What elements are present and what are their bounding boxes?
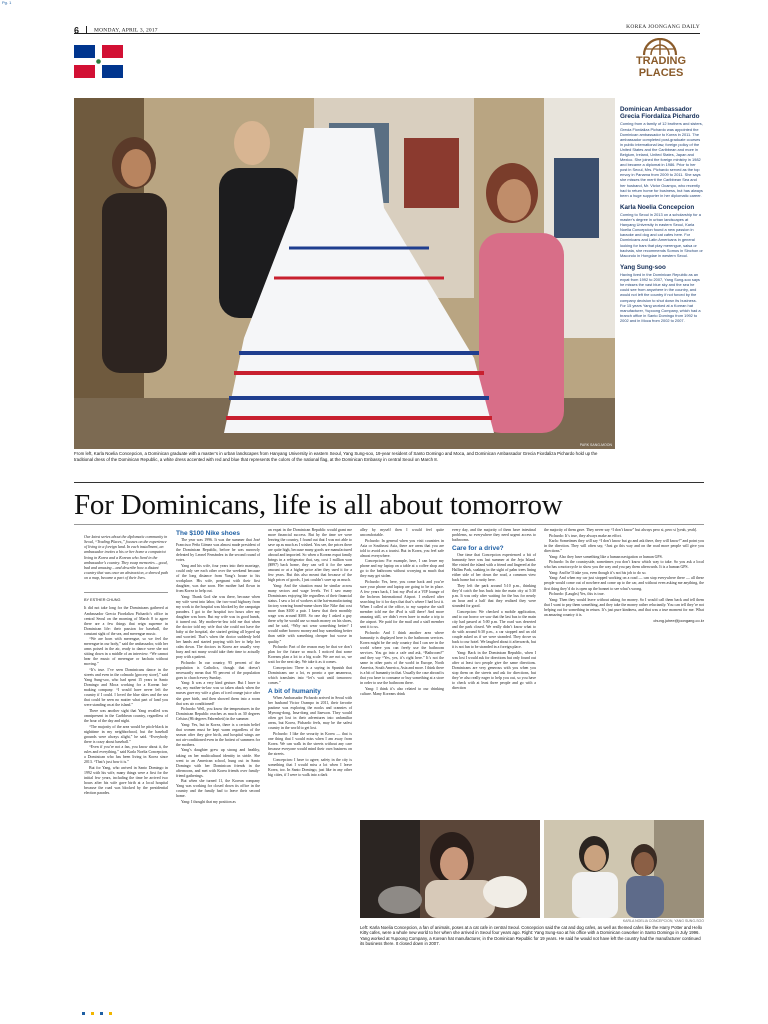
profiles-sidebar: [620, 98, 703, 323]
dominican-flag-icon: [74, 45, 123, 78]
series-intro: Our latest series about the diplomatic community in Seoul, “Trading Places,” focuses on the experience of living in a foreign land. In each installment, an ambassador invites a his or her home a compatriot living in Korea and a Korean who lived in the ambassador’s country. They swap memories – good, bad and amusing – and describe how a distant country that was once an abstraction, a shrewd path on a map, became a part of their lives.: [84, 528, 168, 593]
photo-illustration: [360, 820, 540, 918]
paragraph: Concepcion: I have to agree, safety in the city is something that I would miss a lot when I leave Korea, too. In Santo Domingo, just like in any other big cities, if I were to walk into a dark: [268, 757, 352, 777]
bottom-photos-caption: Left: Karla Noelia Concepcion, a fan of animals, poses at a cat cafe in central Seoul. Concepcion said the cat and dog cafes, as well as themed cafes like the Harry Potter and Hello Kitty cafes, were a whole new world to her when she arrived in Seoul four years ago. Right: Yang Sung-soo at his office with a Dominican coworker in Santo Domingo in July 1996. Yang worked at Yupoong Company, a Korean hat manufacturer, in the Dominican Republic for 19 years. He said he would not have left the country had the manufacturer continued its business there. It closed down in 2007.: [360, 925, 703, 947]
paragraph: Pichardo: And I think another area where humanity is displayed here is the bathroom services. Korea might be the only country that I can see in the world where you can freely use the bathroom services. You go into a cafe and ask, “Bathroom?” and they say “Yes, yes, it’s right here.” It’s not the same in other parts of the world in Europe, North America, South America, Asia and more. I think there is a bit of humanity in that. Usually the case abroad is that you have to consume or buy something at a store in order to use the bathroom there.: [360, 630, 444, 686]
paragraph: Pichardo: It’s true, they always make an effort.: [549, 533, 622, 538]
paragraph: “Even if you’re not a fan, you know about it, the rules and everything,” said Karla Noelia Concepcion, a Dominican who has been living in Korea since 2013. “That’s just how it is.”: [84, 745, 168, 765]
article-column-2: [176, 528, 260, 805]
headline: For Dominicans, life is all about tomorrow: [74, 489, 563, 521]
profile-concepcion: [620, 204, 703, 258]
paragraph: “The majority of the area would be pitch-black in nighttime in my neighborhood, but the baseball grounds were always alight,” he said. “Everybody there is crazy about baseball.”: [84, 724, 168, 744]
paragraph: Yang: I thought that my position as: [181, 799, 236, 804]
headline-rule: [74, 482, 704, 483]
paragraph: Pichardo: Yes, here, you come back and you’re sure your phone and laptop are going to be in place. A few years back, I lost my iPod at a VIP lounge of the Incheon International Airport. I realized after searching for it for days that that’s where I had lost it. When I called at the office, to my surprise the staff member told me the iPod is still there! And more amazing still, we didn’t even have to make a trip to the airport. We paid for the mail and a staff member sent it to us.: [360, 579, 444, 630]
paragraph: Concepcion: We checked a mobile application, and to our horror we saw that the last bus to the main city had passed at 5:00 p.m. The road was deserted and the park closed. We really didn’t know what to do with around 6:30 p.m., a car stopped and an old couple asked us if we were stranded. They drove us back to our hotel. We laughed about it afterwards, but it is not fun to be stranded in a foreign place.: [452, 609, 536, 650]
paragraph: Yang: Also they have something like a human navigation or human GPS.: [549, 554, 663, 559]
paragraph: Karla: Sometimes they will say “I don’t know but go and ask there, they will know!” and point you in the direction. They will often say, “Just go this way and on the road more people will give you directions.”: [544, 539, 704, 554]
paragraph: Pichardo: I like the security in Korea — that is one thing that I would miss when I am away from Korea. We can walk in the streets without any care because everyone would mind their own business on the streets.: [268, 731, 352, 757]
paragraph: Yang: Yes, but in Korea, there is a certain belief that women must be kept warm regardless of the season after they give birth, and hospital wings are not air-conditioned even in the hottest of summers for the mothers.: [176, 722, 260, 747]
profile-yang: [620, 264, 703, 323]
paragraph: The year was 1996. It was the summer that José Francisco Peña Gómez was almost made president of the Dominican Republic, before he was narrowly defeated by Leonel Fernández in the second round of votes.: [176, 538, 260, 563]
paragraph: alley by myself then I would feel quite uncomfortable.: [360, 528, 444, 538]
paragraph: Yang: And he’ll take you, even though it’s not his job to do so.: [549, 570, 647, 575]
paragraph: Yang: Thank God she was there, because when my wife went into labor, the two-road highway from my work to the hospital was blocked by the campaign paraders. I got to the hospital two hours after my daughter was born. But my wife was in good hands, it turned out. My mother-in-law told me that when the doctor told my wife that she could not have the baby at the hospital, she started getting all hyped up and worried. That’s when the doctor suddenly held her hands and started praying with her to help her calm down. The doctors in Korea are usually very busy and not many would take their time to actually pray with a patient.: [176, 594, 260, 660]
main-photo: [74, 98, 615, 449]
photo-illustration: [74, 98, 615, 449]
paragraph: Yang: And the situation must be similar across many sectors and wage levels. Yet I saw many Dominicans enjoying life regardless of their financial status. I saw a lot of workers at the hat-manufacturing factory wearing brand-name shoes like Nike that cost more than $100 a pair. I knew that their monthly wage was around $300. So one day I asked a guy there why he would use so much money on his shoes, and he said, “Why not wear something better? I would rather borrow money and buy something better than settle with something cheaper but worse in quality.”: [268, 584, 352, 644]
paragraph: It did not take long for the Dominicans gathered at Ambassador Grecia Fiordaliza Pichardo’s office in central Seoul on the morning of March 8 to agree there are a few things that reign supreme in Dominican life: their passion for baseball, the constant sight of the sea, and merengue music.: [84, 606, 168, 636]
article-column-6: [544, 528, 704, 623]
byline: BY ESTHER CHUNG: [84, 598, 121, 603]
profile-bio: Having lived in the Dominican Republic as an expat from 1992 to 2007, Yang Sung-soo says he misses the vast blue sky and the sea he could see from anywhere in the country, and would not left the country if not forced by the company decision to shut down its business. For 15 years Yang worked at a Korean hat manufacturer, Yupoong Company, which had a branch office in Santo Domingo from 1992 to 2002 and in Moca from 2002 to 2007.: [620, 272, 701, 323]
paragraph: But when she turned 11, the Korean company Yang was working for closed down its office in the country and the family had to leave their second home.: [176, 779, 260, 799]
main-photo-credit: PARK SANG-MOON: [579, 443, 612, 447]
paragraph: Pichardo: In general when you visit countries in Asia or Southeast Asia, there are areas that you are told to avoid as a tourist. But in Korea, you feel safe almost everywhere.: [360, 538, 444, 558]
publication-name: KOREA JOONGANG DAILY: [626, 24, 700, 30]
article-column-1: [84, 528, 168, 797]
page-mark: Pg. 1: [2, 0, 12, 5]
page-header: [74, 21, 700, 34]
paragraph: Yang: Back in the Dominican Republic, when I was lost I would ask for directions but only found out after at least two people give the same directions. Dominicans are very generous with you when you stop them on the streets and ask for directions, but they’re also really eager to help you out, so you have to check with at least three people and go with a direction: [452, 650, 536, 690]
photo-illustration: [544, 820, 704, 918]
paragraph: Yang: I think it’s also related to our drinking culture. Many Koreans drink: [360, 686, 444, 696]
subhead: Care for a drive?: [452, 545, 504, 553]
paragraph: But for Yang, who arrived in Santo Domingo in 1992 with his wife, many things were a first for the initial few years, including the time he arrived two hours after his wife gave birth at a local hospital because the road was blocked by the presidential election parades.: [84, 765, 168, 796]
paragraph: They left the park around 5:10 p.m., thinking they’d catch the bus back into the main city at 5:30 p.m. It was only after waiting for the bus for nearly an hour and a half that they realized they were stranded for good.: [452, 583, 536, 609]
headline-rule-bottom: [74, 524, 704, 525]
issue-date: MONDAY, APRIL 3, 2017: [94, 27, 158, 34]
profile-ambassador: [620, 106, 703, 198]
paragraph: Pichardo: In the countryside, sometimes you don’t know which way to take. So you ask a local who has a motorcycle to show you the way and you pay them afterwards. It is a human GPS.: [544, 560, 704, 570]
subhead: The $100 Nike shoes: [176, 530, 240, 537]
photo-santo-domingo-office: [544, 820, 704, 918]
bottom-photos-credit: KARLA NOELIA CONCEPCION, YANG SUNG-SOO: [622, 919, 704, 923]
paragraph: When Ambassador Pichardo arrived in Seoul with her husband Victor Ocampo in 2011, their favorite pastime was exploring the nooks and crannies of Myeong-dong, Insa-dong and Itaewon. They would often get lost in their adventures into unfamiliar areas, but Korea, Pichardo feels, may be the safest country in the world to get lost.: [268, 696, 352, 731]
paragraph: Pichardo: Part of the reason may be that we don’t plan for the future so much. I noticed that some Koreans plan a lot to a big scale. We are not so, we wait for the next day. We take it as it comes.: [268, 645, 352, 665]
profile-bio: Coming to Seoul in 2013 on a scholarship for a master’s degree in urban landscapes at Hanyang University in eastern Seoul, Karla Noelia Concepcion found a new passion in karaoke and dog and cat cafes here. For Dominicans and Latin Americans in general looking for bars that play merengue, salsa or bachata, she recommends Somos in Sinchon or Macondo in Hongdae in western Seoul.: [620, 212, 703, 258]
subhead: A bit of humanity: [268, 687, 321, 695]
article-column-3: [268, 528, 352, 778]
paragraph: Pichardo: Well, you know the temperatures in the Dominican Republic reaches as much as 30 degrees Celsius (86 degrees Fahrenheit) in the summer.: [176, 707, 260, 722]
author-email: chung.juhee@joongang.co.kr: [653, 618, 704, 624]
logo-word-trading: TRADING: [635, 55, 687, 67]
paragraph: Yang: It was a very kind gesture. But I have to say, my mother-in-law was so taken aback when the nurses gave my wife a glass of iced orange juice after she gave birth, and then showed them into a room that was air conditioned!: [176, 681, 260, 706]
paragraph: Yang: And when my car just stopped working on a road — can stop everywhere there — all these people would come out of nowhere and come up to the car, and without even asking me anything, the first thing they’d do is open up the bonnet to see what’s wrong.: [544, 576, 704, 591]
page-number: 6: [74, 25, 80, 36]
profile-name: Yang Sung-soo: [620, 263, 666, 271]
paragraph: every day, and the majority of them have intestinal problems, so everywhere they need urgent access to bathrooms.: [452, 528, 536, 543]
profile-name: Karla Noelia Concepcion: [620, 203, 695, 211]
globe-icon: [641, 38, 679, 56]
article-column-4: [360, 528, 444, 698]
trading-places-logo: [618, 38, 702, 82]
profile-bio: Coming from a family of 12 brothers and sisters, Grecia Fiordaliza Pichardo was appointed the Dominican ambassador to Korea in 2011. The ambassador completed post-graduate courses in public international law, foreign policy of the United States and the Caribbean and more in Belgium, Ireland, United States, Japan and Mexico. She joined the foreign ministry in 1982 and became a diplomat in 1986. Prior to her post in Seoul, Mrs. Pichardo served as the top envoy in Panama from 2009 to 2011. She says she misses the merit the Caribbean Sea and her husband, Mr. Victor Ocampo, who recently had to return home for business, but has always been a huge supporter in her diplomatic career.: [620, 121, 703, 198]
paragraph: Concepcion: For example, here, I can leave my phone and my laptop on a table at a coffee shop and go to the bathroom without worrying as much that they may get stolen.: [360, 559, 444, 579]
footer-mark: [82, 1002, 122, 1005]
paragraph: “It’s true. I’ve seen Dominicans dance in the streets and even in the colmado [grocery store],” said Yang Sung-soo, who had spent 15 years in Santo Domingo and Moca working for a Korean hat-making company. “I would have never left the country if I could. I loved the blue skies and the sea that could be seen no matter what part of land you were standing on at the island.”: [84, 668, 168, 708]
paragraph: Pichardo: In our country, 95 percent of the population is Catholics, though that doesn’t necessarily mean that 95 percent of the population goes to church every Sunday.: [176, 660, 260, 680]
paragraph: Yang: Then they would leave without asking for money. So I would call them back and tell them that I want to pay them something, and they take the money rather reluctantly. You can tell they’re not helping out for something in return. It’s just pure kindness, and that was a true moment for me. What an amazing country it is.: [544, 597, 704, 617]
paragraph: There was another sight that Yang recalled was omnipresent in the Caribbean country, regardless of the hour of the day and night.: [84, 708, 168, 723]
paragraph: Yang’s daughter grew up strong and healthy, taking on her multicultural identity in stride. She went to an American school, hung out in Santo Domingo with her Dominican friends in the afternoons, and met with Korea friends over family-friend gatherings.: [176, 748, 260, 778]
paragraph: One time that Concepcion experienced a bit of humanity here was last summer at the Jeju Island. She visited the island with a friend and lingered at the Hallim Park, soaking in the sight of palm trees lining either side of her down the road, a common view back home but a rarity here.: [452, 553, 536, 583]
photo-cat-cafe: [360, 820, 540, 918]
article-column-5: [452, 528, 536, 691]
paragraph: the majority of them gave. They never say “I don’t know” but always pero si, pero si [yeah, yeah].: [544, 528, 698, 532]
main-photo-caption: From left, Karla Noelia Concepcion, a Dominican graduate with a master’s in urban landscapes from Hanyang University in eastern Seoul, Yang Sung-soo, 19-year resident of Santo Domingo and Moca, and Dominican Ambassador Grecia Fiordaliza Pichardo hold up the traditional dress of the Dominican Republic, a white dress accented with red and blue that represents the colors of the national flag, at the Dominican Embassy in central Seoul on March 8.: [74, 451, 598, 462]
header-divider: [86, 26, 87, 34]
paragraph: Concepcion: There is a saying in Spanish that Dominicans use a lot, es pronto a que amanezca, which translates into “let’s wait until tomorrow comes.”: [268, 665, 352, 685]
paragraph: “We are born with merengue, so we feel the merengue in our body,” said the ambassador, with her arms poised in the air, ready to dance were she not sitting down in a middle of an interview. “We cannot hear the music of merengue or bachata without moving.”: [84, 637, 168, 667]
logo-word-places: PLACES: [638, 67, 684, 79]
paragraph: Yang and his wife, four years into their marriage, could only see each other over the weekend because of the long distance from Yang’s house to his workplace. His wife, pregnant with their first daughter, was due soon. Her mother had flown in from Korea to help out.: [176, 563, 260, 594]
profile-name: Dominican Ambassador Grecia Fiordaliza Pichardo: [620, 106, 700, 121]
paragraph: Pichardo: (Laughs) Yes, this is true.: [549, 592, 605, 597]
paragraph: an expat in the Dominican Republic would grant me more financial success. But by the time we were leaving the country, I found out that I was not able to save up as much as I wished. You see, the prices there are quite high, because many goods are manufactured abroad and imported. So when a Korean expat family brings in a refrigerator that, say, cost 1 million won ($897) back home, they can sell it for the same amount or at a higher price after they used it for a few years. But this also meant that because of the high prices of goods, I just couldn’t save up as much.: [268, 528, 352, 583]
